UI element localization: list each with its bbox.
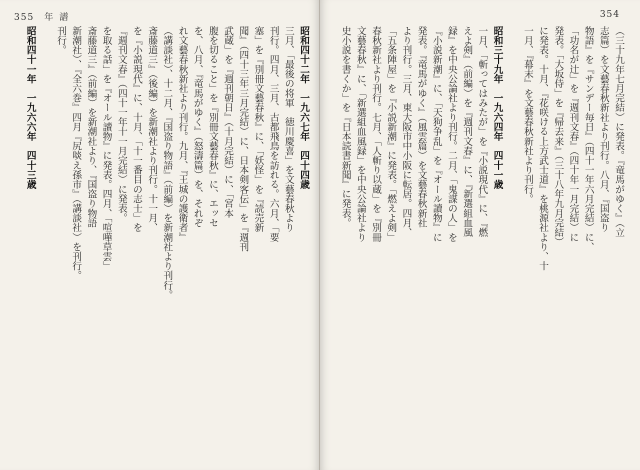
text-column: 文藝春秋』に、「新選組血風録」を中央公論社より: [354, 26, 366, 242]
text-column: 物語』を『サンデー毎日』（四十一年六月完結）に、: [582, 26, 594, 252]
text-column: 斎藤道三』（前編）を新潮社より、『国盗り物語: [85, 26, 97, 228]
left-page-number: 355: [14, 13, 35, 23]
text-column: 腹を切ること」を『別冊文藝春秋』に、エッセ: [206, 26, 218, 228]
right-page: [320, 0, 640, 470]
text-column: より刊行。三月、東大阪市中小阪に転居。四月、: [400, 26, 412, 238]
text-column: [38, 26, 53, 458]
text-column: 発表。『竜馬がゆく』（風雲篇）を文藝春秋新社: [415, 26, 427, 228]
text-column: 三月、「最後の将軍 徳川慶喜」を文藝春秋より: [282, 26, 294, 233]
text-column: 「五条陣屋」を『小説新潮』に発表。「燃えよ剣」: [385, 26, 397, 242]
text-column: 史小説を書くか」を『日本読書新聞』に発表。: [339, 26, 351, 228]
text-column: 『小説新潮』に、「天狗争乱」を『オール讀物』に: [430, 26, 442, 242]
text-column: 「功名が辻」を『週刊文春』（四十年一月完結）に: [567, 26, 579, 242]
text-column: えよ剣』（前編）を『週刊文春』に、『新選組血風: [461, 26, 473, 238]
text-column: を『小説現代』に、十月、「十一番目の志士」を: [130, 26, 142, 233]
right-page-text: [328, 26, 626, 458]
text-column: 聞』（四十三年三月完結）に、日本剣客伝」を『週刊: [237, 26, 249, 252]
text-column: 発表。「大坂侍」を『帰去来』（三十八年九月完結）: [552, 26, 564, 247]
text-column: を取る話」を『オール讀物』に発表。四月、「喧嘩草雲」: [100, 26, 112, 271]
text-column: 一月、「斬ってはみたが」を『小説現代』に、『燃: [476, 26, 488, 238]
text-column: [505, 26, 520, 458]
text-column: 斎藤道三』（後編）を新潮社より刊行。十一月、: [146, 26, 158, 233]
text-column: （三十九年七月完結）に発表。『竜馬がゆく』（立: [613, 26, 624, 238]
text-column: 志篇）を文藝春秋新社より刊行。八月、『国盗り: [597, 26, 609, 233]
text-column: 刊行。: [55, 26, 66, 55]
text-column: 刊行。四月、三月、古都飛鳥を訪れる。六月、「要: [267, 26, 279, 242]
text-column: を、八月、『竜馬がゆく』（怒濤篇）を、それぞ: [191, 26, 203, 228]
left-page-text: [10, 26, 311, 458]
text-column: 一月、『幕末』を文藝春秋新社より刊行。: [521, 26, 533, 204]
text-column: れ文藝春秋新社より刊行。九月、『王城の護衛者』: [176, 26, 188, 242]
text-column: 録』を中央公論社より刊行。二月、「鬼謀の人」を: [445, 26, 457, 242]
text-column: 塞」を『別冊文藝春秋』に、「妖怪」を『読売新: [252, 26, 264, 233]
right-page-header: [600, 10, 620, 20]
text-column: 『週刊文春』（四十一年十一月完結）に発表。: [115, 26, 127, 223]
text-column: に発表。十月、『花咲ける上方武士道』を桃源社より、十: [537, 26, 549, 271]
year-heading: 昭和四十二年 一九六七年 四十四歳: [298, 26, 309, 190]
left-page-header: [14, 10, 74, 23]
text-column: 春秋新社より刊行。七月、「人斬り以蔵」を『別冊: [370, 26, 381, 242]
text-column: （講談社）、十二月、『国盗り物語』（前編）を新潮社より刊行。: [161, 26, 173, 300]
text-column: 武蔵」を『週刊朝日』（十月完結）に、「宮本: [222, 26, 234, 218]
right-page-number: 354: [599, 10, 620, 20]
text-column: 新潮社）、『全六巻』四月『尻啖え孫市』（講談社）を刊行。: [70, 26, 82, 281]
year-heading: 昭和四十一年 一九六六年 四十三歳: [24, 26, 36, 190]
running-title: 年譜: [44, 13, 75, 23]
year-heading: 昭和三十九年 一九六四年 四十一歳: [491, 26, 503, 190]
